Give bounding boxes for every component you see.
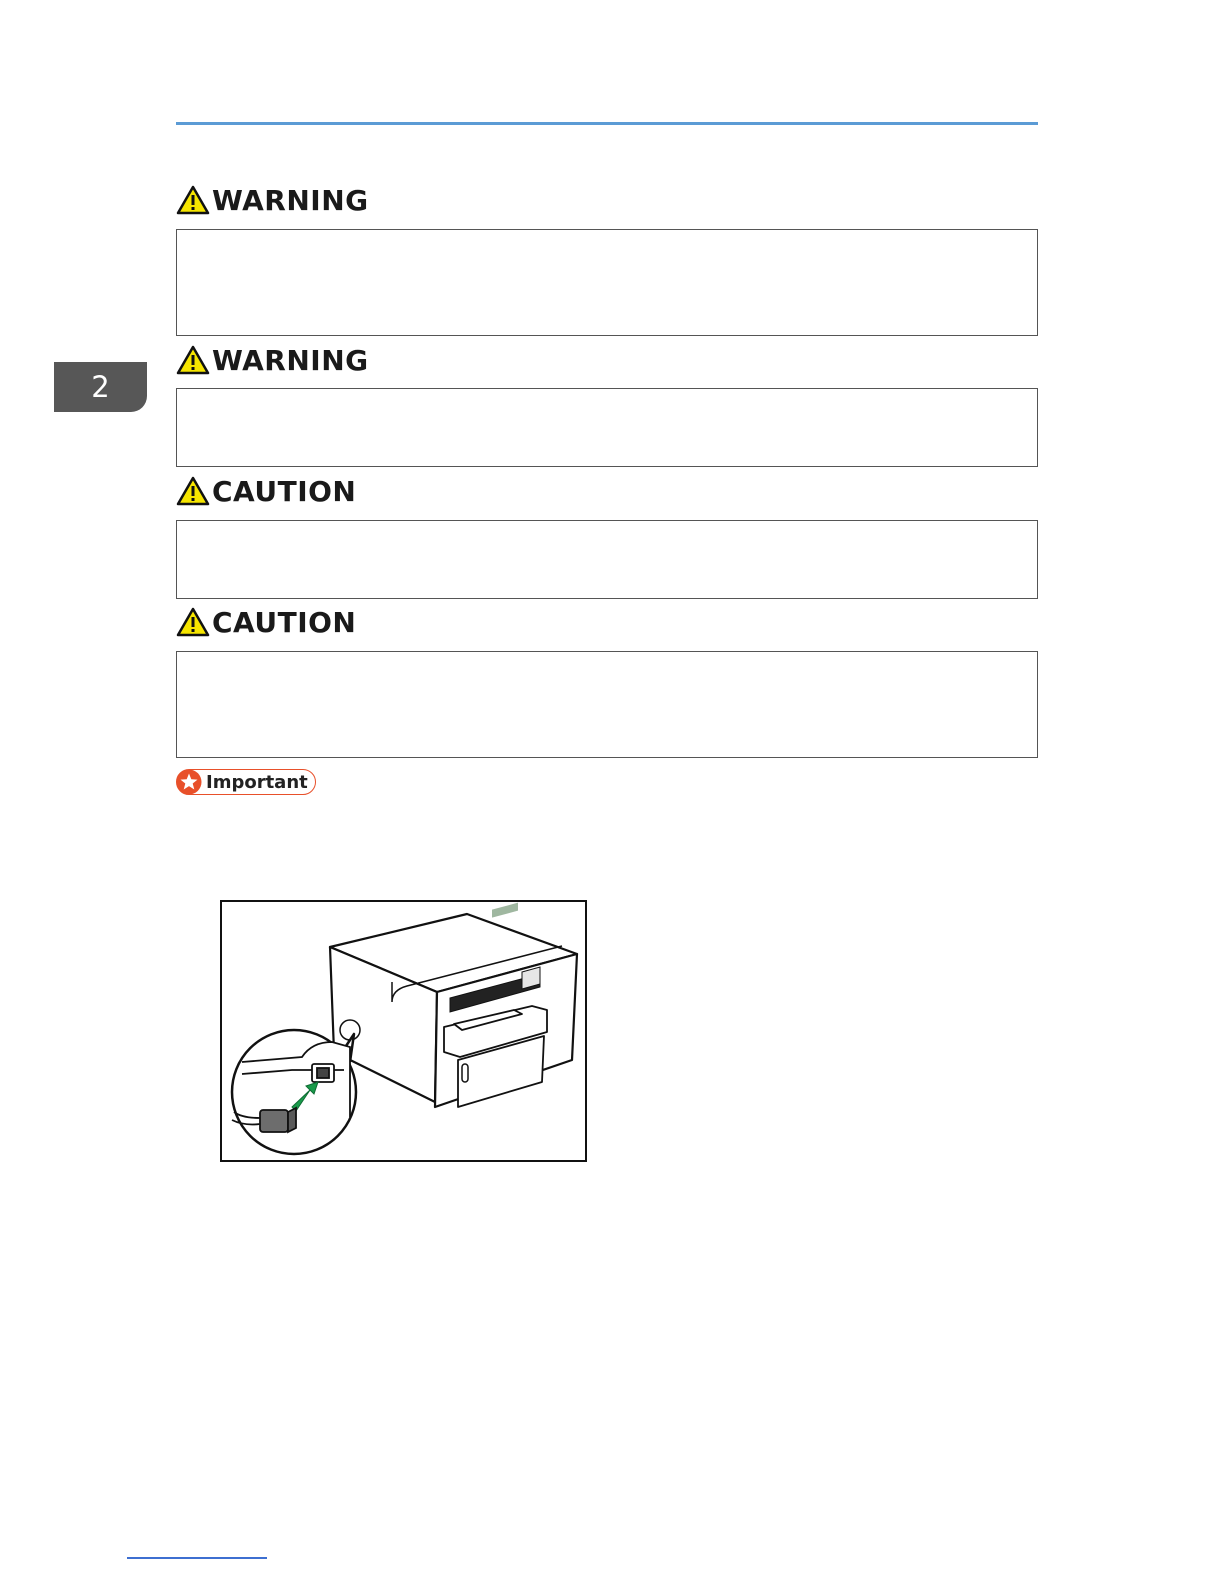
chapter-number: 2 xyxy=(91,370,110,404)
caution-triangle-icon xyxy=(176,476,210,506)
caution-heading xyxy=(176,474,356,508)
warning-label: WARNING xyxy=(212,343,369,377)
warning-heading xyxy=(176,183,369,217)
printer-power-cord-illustration-icon xyxy=(222,902,585,1160)
important-badge xyxy=(176,769,316,795)
warning-box xyxy=(176,388,1038,467)
caution-label: CAUTION xyxy=(212,474,357,508)
chapter-tab xyxy=(54,362,147,412)
warning-box xyxy=(176,229,1038,336)
caution-heading xyxy=(176,605,356,639)
important-label: Important xyxy=(206,771,308,793)
caution-triangle-icon xyxy=(176,607,210,637)
footer-link-underline[interactable] xyxy=(127,1557,267,1559)
caution-label: CAUTION xyxy=(212,605,357,639)
warning-triangle-icon xyxy=(176,185,210,215)
caution-box xyxy=(176,651,1038,758)
printer-illustration xyxy=(220,900,587,1162)
warning-heading xyxy=(176,343,369,377)
header-rule xyxy=(176,122,1038,125)
warning-triangle-icon xyxy=(176,345,210,375)
caution-box xyxy=(176,520,1038,599)
warning-label: WARNING xyxy=(212,183,369,217)
star-icon xyxy=(176,769,202,795)
